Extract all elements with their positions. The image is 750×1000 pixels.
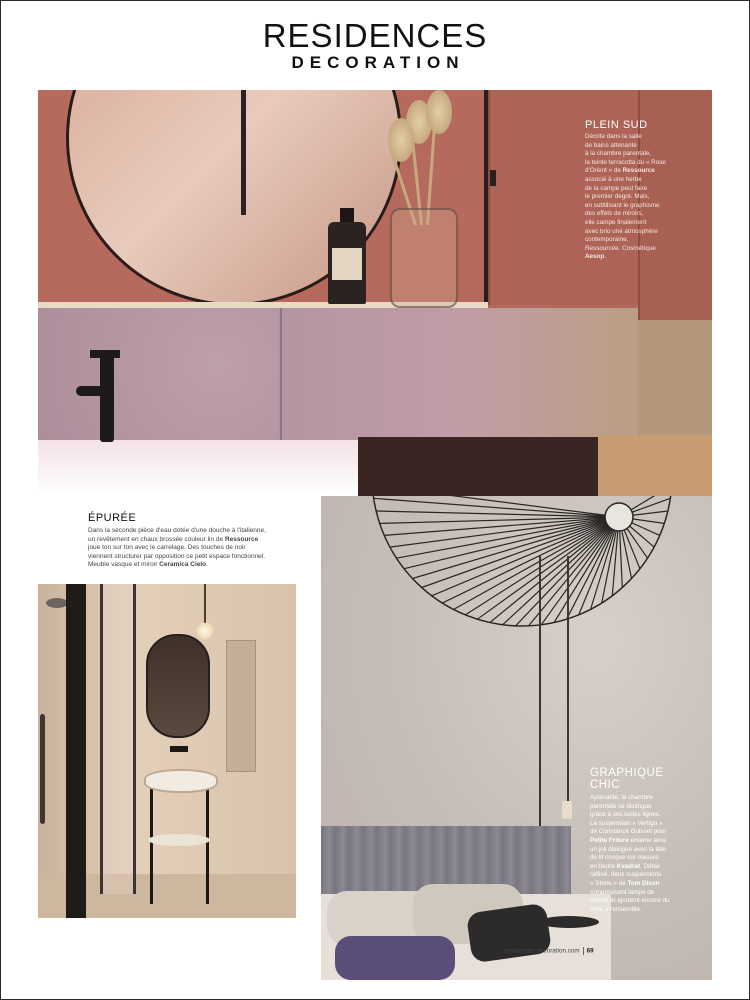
pendant-light: [196, 622, 214, 640]
purple-cushion: [335, 936, 455, 980]
shower-head: [46, 598, 68, 608]
glass-vase: [390, 208, 458, 308]
epuree-heading: ÉPURÉE: [88, 512, 137, 524]
graphique-chic-body: Apaisante, la chambre parentale se distingue grâce à ses belles lignes. La suspension « Vertigo » de Constance Guisset pour Petite Friture entame ainsi un joli dialogue avec la tête de lit conçue sur mesure en feutre Kvadrat. Détail raffiné, deux suspensions « Stone » de Tom Dixon s'improvisent lampe de chevet et ajoutent encore du style à l'ensemble.: [590, 794, 670, 913]
article-epuree: [88, 512, 303, 570]
epuree-body: Dans la seconde pièce d'eau dotée d'une douche à l'italienne, un revêtement en chaux brossée couleur lin de Ressource joue ton sur ton avec le carrelage. Des touches de noir viennent structurer par opposition ce petit espace fonctionnel. Meuble vasque et miroir Ceramica Cielo.: [88, 527, 266, 569]
black-faucet: [100, 350, 114, 442]
plein-sud-body: Décrite dans la salle de bains attenante à la chambre parentale, la teinte terracotta du « Rose d'Orient » de Ressource associé à une herbe de la campe peut faire le premier degré. Mais, en subtilisant le graphisme des effets de miroirs, elle campe finalement avec brio une atmosphère contemporaine. Ressourcée. Cosmétique Aesop.: [585, 133, 666, 261]
article-graphique-chic: [590, 767, 694, 914]
masthead: [1, 19, 749, 73]
oval-mirror: [146, 634, 210, 738]
masthead-subtitle: DECORATION: [291, 53, 465, 72]
washbasin: [144, 769, 218, 793]
glass-screen: [100, 584, 136, 894]
graphique-chic-heading: GRAPHIQUE CHIC: [590, 767, 664, 791]
footer-website[interactable]: residences-decoration.com: [504, 947, 580, 955]
stone-pendant-right: [562, 801, 572, 819]
page-number: 69: [586, 947, 594, 955]
article-plein-sud: [585, 119, 677, 262]
masthead-title: RESIDENCES: [262, 17, 488, 54]
page-footer: [504, 947, 654, 955]
plein-sud-heading: PLEIN SUD: [585, 119, 648, 131]
shower-room-photo: [38, 584, 296, 918]
